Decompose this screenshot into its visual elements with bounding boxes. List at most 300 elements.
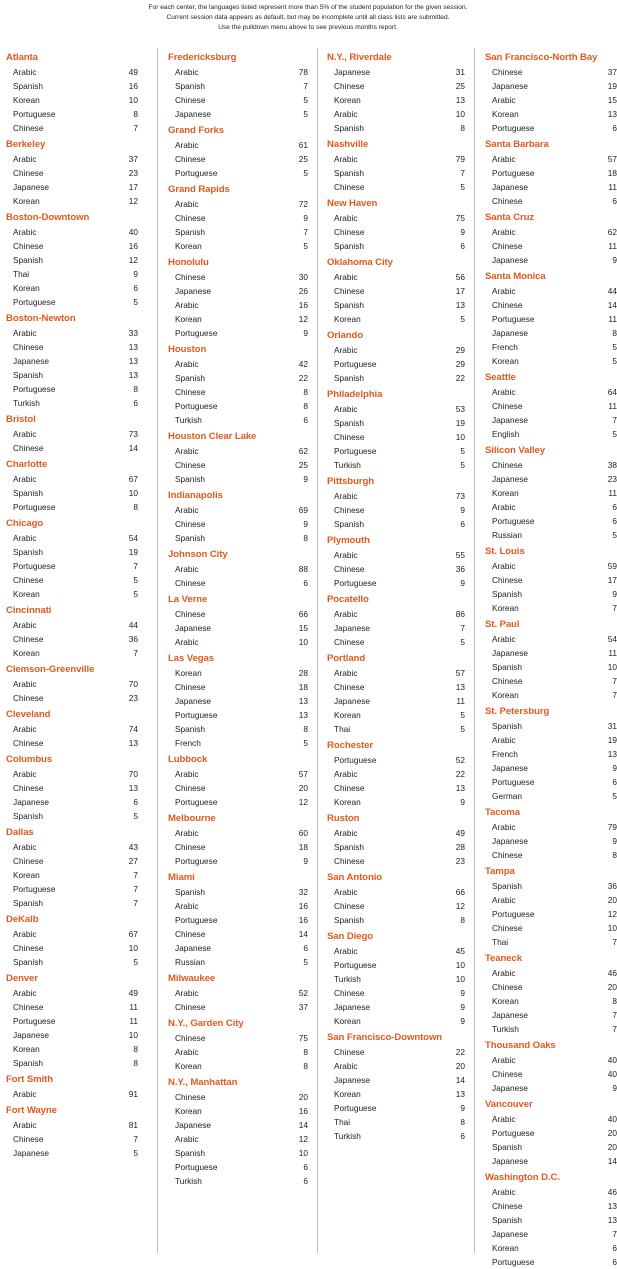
language-percent: 66: [298, 609, 308, 619]
language-percent: 5: [460, 710, 465, 720]
language-name: Chinese: [492, 196, 523, 206]
language-name: Chinese: [175, 387, 206, 397]
language-name: Arabic: [492, 561, 516, 571]
language-row: [485, 761, 617, 775]
language-row: [327, 826, 465, 840]
language-name: Portuguese: [492, 516, 535, 526]
language-name: Chinese: [175, 272, 206, 282]
language-name: Spanish: [175, 533, 205, 543]
language-name: Arabic: [175, 769, 199, 779]
center-name: Tampa: [485, 866, 515, 877]
language-name: Arabic: [334, 668, 358, 678]
language-row: [6, 1087, 138, 1101]
language-percent: 14: [128, 443, 138, 453]
language-percent: 7: [612, 1229, 617, 1239]
language-row: [168, 152, 308, 166]
language-percent: 20: [607, 1128, 617, 1138]
language-row: [168, 1000, 308, 1014]
language-percent: 5: [133, 1148, 138, 1158]
language-row: [485, 239, 617, 253]
language-row: [327, 680, 465, 694]
language-row: [6, 107, 138, 121]
language-percent: 11: [608, 241, 617, 251]
language-percent: 29: [455, 345, 465, 355]
language-name: Chinese: [334, 637, 365, 647]
language-percent: 7: [612, 1024, 617, 1034]
center-block: [327, 138, 465, 194]
center-name: Nashville: [327, 139, 369, 150]
language-row: [327, 284, 465, 298]
language-row: [485, 225, 617, 239]
language-percent: 9: [612, 255, 617, 265]
language-name: Spanish: [334, 300, 364, 310]
language-name: Portuguese: [175, 328, 218, 338]
language-row: [168, 1090, 308, 1104]
language-row: [327, 753, 465, 767]
language-row: [327, 225, 465, 239]
language-name: Portuguese: [13, 384, 56, 394]
language-row: [485, 1154, 617, 1168]
language-row: [327, 1059, 465, 1073]
language-name: Chinese: [13, 575, 44, 585]
center-block: [485, 371, 617, 441]
language-row: [6, 618, 138, 632]
language-percent: 8: [303, 1061, 308, 1071]
language-name: Korean: [334, 1089, 361, 1099]
language-name: Arabic: [334, 154, 358, 164]
center-block: [6, 708, 138, 750]
language-percent: 55: [455, 550, 465, 560]
language-name: Arabic: [13, 679, 37, 689]
language-percent: 8: [303, 724, 308, 734]
language-row: [168, 576, 308, 590]
language-percent: 5: [612, 429, 617, 439]
language-row: [327, 1115, 465, 1129]
language-name: Spanish: [13, 255, 43, 265]
language-percent: 38: [607, 460, 617, 470]
language-row: [168, 854, 308, 868]
language-name: Turkish: [334, 460, 361, 470]
center-name: San Antonio: [327, 872, 383, 883]
language-row: [168, 1059, 308, 1073]
language-name: Spanish: [334, 915, 364, 925]
language-row: [327, 781, 465, 795]
language-name: Chinese: [175, 1002, 206, 1012]
language-name: Spanish: [334, 241, 364, 251]
language-percent: 13: [607, 1201, 617, 1211]
language-name: Arabic: [334, 109, 358, 119]
language-percent: 13: [128, 783, 138, 793]
center-block: [485, 138, 617, 208]
language-row: [6, 382, 138, 396]
language-row: [168, 562, 308, 576]
language-percent: 61: [298, 140, 308, 150]
language-percent: 79: [455, 154, 465, 164]
language-name: Korean: [13, 283, 40, 293]
language-row: [327, 767, 465, 781]
language-percent: 5: [133, 575, 138, 585]
center-name: St. Petersburg: [485, 706, 550, 717]
language-name: Korean: [175, 668, 202, 678]
language-name: Japanese: [175, 696, 211, 706]
language-row: [6, 354, 138, 368]
language-name: Chinese: [334, 81, 365, 91]
language-percent: 73: [128, 429, 138, 439]
language-row: [327, 635, 465, 649]
language-percent: 22: [298, 373, 308, 383]
language-row: [485, 1008, 617, 1022]
center-block: [168, 972, 308, 1014]
language-percent: 19: [128, 547, 138, 557]
language-percent: 10: [128, 943, 138, 953]
language-name: Chinese: [175, 609, 206, 619]
language-percent: 54: [607, 634, 617, 644]
language-name: Korean: [334, 314, 361, 324]
language-row: [485, 907, 617, 921]
language-row: [485, 253, 617, 267]
language-row: [485, 1199, 617, 1213]
language-percent: 75: [455, 213, 465, 223]
center-block: [6, 1073, 138, 1101]
center-name: Indianapolis: [168, 490, 223, 501]
language-percent: 9: [612, 1083, 617, 1093]
language-name: Portuguese: [13, 297, 56, 307]
center-name: N.Y., Manhattan: [168, 1077, 238, 1088]
language-name: Spanish: [13, 81, 43, 91]
language-name: Japanese: [492, 836, 528, 846]
language-percent: 12: [298, 314, 308, 324]
language-name: Arabic: [334, 609, 358, 619]
language-name: Spanish: [13, 370, 43, 380]
language-name: Japanese: [175, 286, 211, 296]
language-row: [327, 312, 465, 326]
language-name: Portuguese: [334, 359, 377, 369]
language-percent: 10: [455, 432, 465, 442]
language-name: Japanese: [492, 648, 528, 658]
language-name: Arabic: [334, 345, 358, 355]
language-row: [327, 343, 465, 357]
center-name: San Francisco-North Bay: [485, 52, 598, 63]
language-percent: 5: [133, 811, 138, 821]
language-row: [485, 107, 617, 121]
language-name: Portuguese: [175, 856, 218, 866]
language-row: [327, 795, 465, 809]
language-percent: 27: [128, 856, 138, 866]
language-percent: 44: [128, 620, 138, 630]
language-name: Spanish: [334, 519, 364, 529]
language-percent: 36: [455, 564, 465, 574]
language-name: Chinese: [492, 300, 523, 310]
language-name: Chinese: [175, 1033, 206, 1043]
language-percent: 19: [607, 735, 617, 745]
language-row: [168, 781, 308, 795]
language-row: [327, 298, 465, 312]
center-name: San Diego: [327, 931, 374, 942]
center-block: [327, 534, 465, 590]
language-name: German: [492, 791, 522, 801]
language-name: Portuguese: [175, 401, 218, 411]
language-row: [327, 722, 465, 736]
language-percent: 70: [128, 769, 138, 779]
center-block: [6, 663, 138, 705]
language-name: Korean: [492, 356, 519, 366]
language-name: Japanese: [175, 623, 211, 633]
language-row: [485, 1255, 617, 1269]
center-block: [485, 270, 617, 368]
language-percent: 67: [128, 474, 138, 484]
language-percent: 11: [608, 648, 617, 658]
language-name: Spanish: [175, 724, 205, 734]
language-name: Spanish: [492, 1215, 522, 1225]
language-row: [6, 472, 138, 486]
center-name: Pittsburgh: [327, 476, 374, 487]
language-row: [6, 795, 138, 809]
language-row: [485, 1227, 617, 1241]
language-percent: 5: [460, 314, 465, 324]
language-row: [327, 444, 465, 458]
language-row: [327, 211, 465, 225]
language-row: [6, 559, 138, 573]
language-percent: 6: [460, 241, 465, 251]
language-row: [168, 694, 308, 708]
language-percent: 30: [298, 272, 308, 282]
language-name: Chinese: [175, 929, 206, 939]
language-name: Chinese: [492, 241, 523, 251]
language-name: Russian: [492, 530, 522, 540]
language-row: [6, 239, 138, 253]
language-percent: 52: [298, 988, 308, 998]
language-row: [168, 79, 308, 93]
language-percent: 5: [460, 637, 465, 647]
language-name: Korean: [175, 314, 202, 324]
center-name: Denver: [6, 973, 38, 984]
language-name: Arabic: [492, 154, 516, 164]
center-name: Las Vegas: [168, 653, 215, 664]
language-name: Japanese: [492, 1083, 528, 1093]
center-name: Cincinnati: [6, 605, 52, 616]
language-row: [168, 65, 308, 79]
language-percent: 5: [303, 109, 308, 119]
center-block: [485, 1171, 617, 1269]
language-row: [485, 879, 617, 893]
language-name: Korean: [175, 1061, 202, 1071]
language-name: Chinese: [492, 1069, 523, 1079]
center-name: Miami: [168, 872, 195, 883]
language-row: [6, 253, 138, 267]
language-percent: 15: [298, 623, 308, 633]
center-name: Grand Forks: [168, 125, 224, 136]
language-percent: 6: [303, 415, 308, 425]
language-percent: 7: [303, 227, 308, 237]
language-name: Chinese: [13, 693, 44, 703]
language-name: Japanese: [13, 182, 49, 192]
center-name: Dallas: [6, 827, 34, 838]
language-percent: 7: [612, 603, 617, 613]
language-name: Thai: [492, 937, 509, 947]
language-row: [168, 1031, 308, 1045]
language-row: [485, 601, 617, 615]
language-percent: 11: [129, 1016, 138, 1026]
center-block: [6, 211, 138, 309]
language-percent: 26: [298, 286, 308, 296]
center-name: Ruston: [327, 813, 360, 824]
language-percent: 10: [455, 960, 465, 970]
language-name: Arabic: [334, 404, 358, 414]
language-row: [168, 531, 308, 545]
language-percent: 22: [455, 373, 465, 383]
language-name: Chinese: [492, 676, 523, 686]
language-name: Japanese: [492, 1229, 528, 1239]
language-row: [485, 486, 617, 500]
language-row: [6, 340, 138, 354]
language-name: Thai: [334, 1117, 351, 1127]
language-name: Japanese: [334, 623, 370, 633]
language-percent: 7: [303, 81, 308, 91]
language-name: Spanish: [175, 81, 205, 91]
language-percent: 36: [607, 881, 617, 891]
language-percent: 14: [298, 1120, 308, 1130]
language-percent: 6: [133, 797, 138, 807]
center-block: [485, 806, 617, 862]
language-percent: 6: [460, 1131, 465, 1141]
language-percent: 20: [607, 982, 617, 992]
language-percent: 6: [612, 502, 617, 512]
language-row: [485, 1241, 617, 1255]
center-name: Bristol: [6, 414, 36, 425]
language-percent: 11: [129, 1002, 138, 1012]
language-percent: 8: [303, 533, 308, 543]
language-row: [6, 736, 138, 750]
language-name: Spanish: [334, 168, 364, 178]
language-name: Portuguese: [492, 1257, 535, 1267]
language-name: Chinese: [175, 460, 206, 470]
language-row: [6, 225, 138, 239]
language-name: Spanish: [492, 1142, 522, 1152]
language-row: [6, 295, 138, 309]
language-name: Chinese: [175, 519, 206, 529]
language-name: Thai: [13, 269, 30, 279]
language-row: [6, 267, 138, 281]
language-percent: 8: [612, 996, 617, 1006]
language-row: [485, 79, 617, 93]
center-block: [6, 826, 138, 910]
language-name: Chinese: [492, 575, 523, 585]
language-percent: 13: [128, 342, 138, 352]
language-name: Japanese: [492, 1156, 528, 1166]
language-name: Korean: [175, 1106, 202, 1116]
language-name: Spanish: [175, 227, 205, 237]
language-name: Turkish: [13, 398, 40, 408]
language-name: Arabic: [492, 286, 516, 296]
language-name: Chinese: [13, 1002, 44, 1012]
language-percent: 10: [455, 974, 465, 984]
language-name: Spanish: [492, 721, 522, 731]
center-block: [327, 1031, 465, 1143]
language-percent: 25: [298, 460, 308, 470]
language-percent: 13: [455, 300, 465, 310]
language-percent: 40: [128, 227, 138, 237]
language-name: Portuguese: [334, 446, 377, 456]
language-percent: 14: [607, 300, 617, 310]
language-percent: 8: [612, 328, 617, 338]
language-name: Chinese: [334, 988, 365, 998]
language-row: [327, 458, 465, 472]
language-percent: 5: [133, 297, 138, 307]
language-percent: 40: [607, 1055, 617, 1065]
center-block: [168, 812, 308, 868]
language-percent: 57: [455, 668, 465, 678]
language-row: [327, 1073, 465, 1087]
language-row: [327, 93, 465, 107]
language-name: Chinese: [13, 342, 44, 352]
center-block: [6, 51, 138, 135]
language-name: Turkish: [175, 415, 202, 425]
language-percent: 9: [303, 328, 308, 338]
language-percent: 62: [607, 227, 617, 237]
language-name: Arabic: [175, 199, 199, 209]
language-row: [6, 896, 138, 910]
language-name: Korean: [492, 488, 519, 498]
center-block: [6, 138, 138, 208]
language-percent: 52: [455, 755, 465, 765]
language-row: [6, 646, 138, 660]
language-name: Spanish: [334, 418, 364, 428]
language-percent: 20: [607, 1142, 617, 1152]
language-percent: 8: [303, 401, 308, 411]
center-name: Orlando: [327, 330, 364, 341]
language-row: [485, 632, 617, 646]
language-name: Japanese: [13, 1030, 49, 1040]
language-name: Arabic: [13, 533, 37, 543]
language-name: French: [492, 342, 518, 352]
language-row: [485, 747, 617, 761]
language-percent: 45: [455, 946, 465, 956]
language-row: [6, 1132, 138, 1146]
language-percent: 13: [298, 696, 308, 706]
language-name: Arabic: [334, 887, 358, 897]
language-row: [6, 1146, 138, 1160]
center-block: [327, 593, 465, 649]
language-row: [485, 733, 617, 747]
language-row: [327, 121, 465, 135]
language-percent: 64: [607, 387, 617, 397]
language-row: [168, 166, 308, 180]
language-percent: 7: [133, 898, 138, 908]
language-name: Chinese: [175, 95, 206, 105]
center-block: [168, 753, 308, 809]
language-percent: 54: [128, 533, 138, 543]
language-row: [168, 986, 308, 1000]
intro-line-2: Current session data appears as default, but may be incomplete until all class lists are submitted.: [166, 14, 450, 21]
center-block: [168, 1076, 308, 1188]
center-name: DeKalb: [6, 914, 39, 925]
language-name: Japanese: [334, 1075, 370, 1085]
language-row: [327, 357, 465, 371]
language-name: Japanese: [334, 1002, 370, 1012]
language-row: [6, 722, 138, 736]
language-percent: 5: [303, 957, 308, 967]
language-percent: 9: [303, 474, 308, 484]
language-percent: 7: [133, 648, 138, 658]
center-block: [485, 705, 617, 803]
language-row: [327, 166, 465, 180]
center-block: [485, 618, 617, 702]
language-row: [6, 986, 138, 1000]
center-name: Fredericksburg: [168, 52, 237, 63]
language-name: Chinese: [175, 682, 206, 692]
language-percent: 7: [133, 561, 138, 571]
language-percent: 9: [460, 1002, 465, 1012]
